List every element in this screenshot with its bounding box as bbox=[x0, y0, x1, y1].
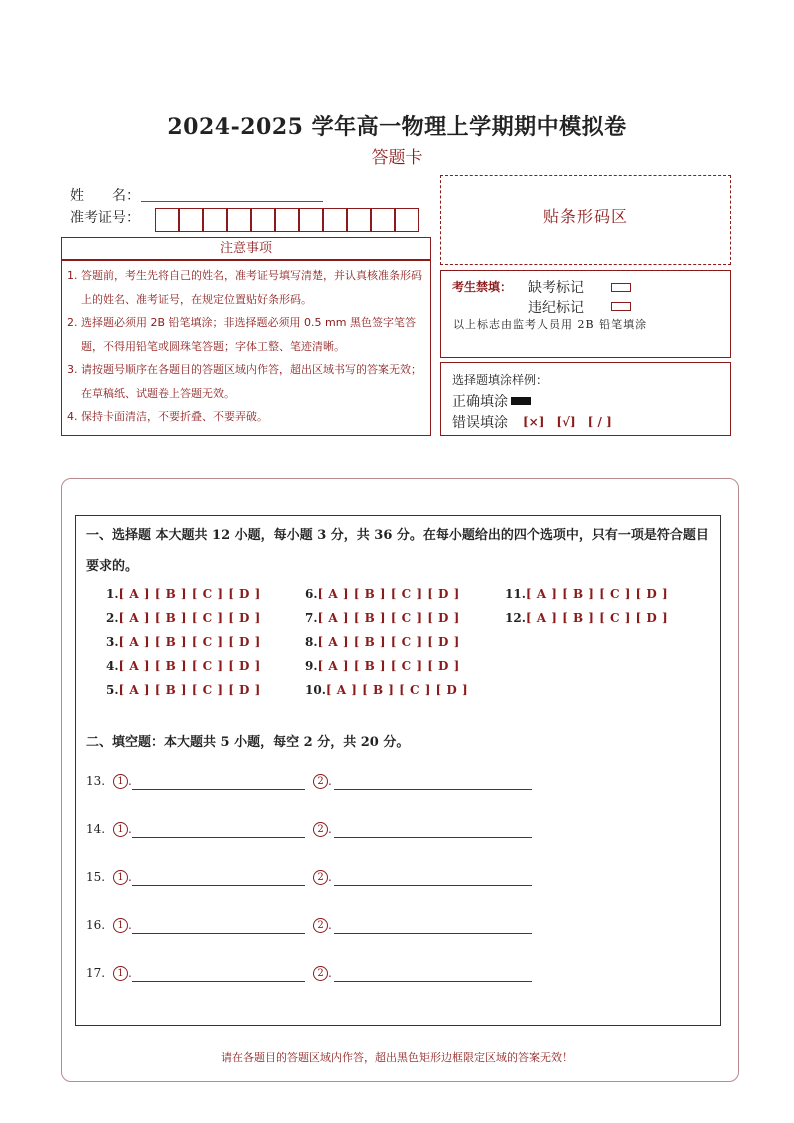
choice-question: 5.[ A ] [ B ] [ C ] [ D ] bbox=[106, 683, 261, 697]
answer-blank-1[interactable] bbox=[132, 789, 305, 790]
forbidden-note: 以上标志由监考人员用 2B 铅笔填涂 bbox=[453, 318, 648, 331]
question-number: 13. bbox=[86, 774, 106, 788]
wrong-marks: [×] [√] [ / ] bbox=[523, 415, 612, 429]
choice-question: 7.[ A ] [ B ] [ C ] [ D ] bbox=[305, 611, 460, 625]
sample-correct-label: 正确填涂 bbox=[452, 394, 508, 410]
question-number: 15. bbox=[86, 870, 106, 884]
id-digit-box[interactable] bbox=[251, 208, 275, 232]
blank-number-2: 2 bbox=[313, 918, 328, 933]
sample-title: 选择题填涂样例： bbox=[452, 373, 549, 387]
choice-question: 2.[ A ] [ B ] [ C ] [ D ] bbox=[106, 611, 261, 625]
question-number: 17. bbox=[86, 966, 106, 980]
choice-question: 1.[ A ] [ B ] [ C ] [ D ] bbox=[106, 587, 261, 601]
choice-question: 4.[ A ] [ B ] [ C ] [ D ] bbox=[106, 659, 261, 673]
answer-blank-1[interactable] bbox=[132, 933, 305, 934]
choice-question: 10.[ A ] [ B ] [ C ] [ D ] bbox=[305, 683, 468, 697]
section2-heading: 二、填空题：本大题共 5 小题，每空 2 分，共 20 分。 bbox=[86, 735, 410, 750]
footer-warning: 请在各题目的答题区域内作答，超出黑色矩形边框限定区域的答案无效！ bbox=[221, 1051, 573, 1064]
name-label: 姓 名： bbox=[70, 188, 140, 204]
answer-blank-2[interactable] bbox=[334, 789, 532, 790]
id-digit-box[interactable] bbox=[395, 208, 419, 232]
blank-number-1: 1 bbox=[113, 870, 128, 885]
id-digit-box[interactable] bbox=[179, 208, 203, 232]
forbidden-box bbox=[440, 270, 731, 358]
notice-item: 3. 请按题号顺序在各题目的答题区域内作答，超出区域书写的答案无效；在草稿纸、试题卷上答题无效。 bbox=[67, 363, 422, 400]
notice-title: 注意事项 bbox=[61, 237, 431, 260]
notice-box bbox=[61, 260, 431, 436]
id-digit-box[interactable] bbox=[371, 208, 395, 232]
choice-question: 6.[ A ] [ B ] [ C ] [ D ] bbox=[305, 587, 460, 601]
fill-in-question: 13. 1 . 2 . bbox=[86, 774, 536, 794]
id-digit-box[interactable] bbox=[323, 208, 347, 232]
id-digit-box[interactable] bbox=[227, 208, 251, 232]
notice-item: 4. 保持卡面清洁，不要折叠、不要弄破。 bbox=[67, 410, 268, 423]
answer-blank-1[interactable] bbox=[132, 837, 305, 838]
choice-question: 9.[ A ] [ B ] [ C ] [ D ] bbox=[305, 659, 460, 673]
absent-label: 缺考标记 bbox=[528, 280, 584, 296]
blank-number-2: 2 bbox=[313, 774, 328, 789]
barcode-area: 贴条形码区 bbox=[440, 175, 731, 265]
blank-number-2: 2 bbox=[313, 966, 328, 981]
question-number: 16. bbox=[86, 918, 106, 932]
id-digit-box[interactable] bbox=[299, 208, 323, 232]
blank-number-1: 1 bbox=[113, 966, 128, 981]
forbidden-label: 考生禁填： bbox=[452, 280, 513, 294]
id-digit-box[interactable] bbox=[347, 208, 371, 232]
answer-blank-1[interactable] bbox=[132, 885, 305, 886]
fill-in-question: 17. 1 . 2 . bbox=[86, 966, 536, 986]
violation-label: 违纪标记 bbox=[528, 300, 584, 316]
id-digit-box[interactable] bbox=[275, 208, 299, 232]
blank-number-1: 1 bbox=[113, 822, 128, 837]
blank-number-1: 1 bbox=[113, 918, 128, 933]
page-subtitle: 答题卡 bbox=[371, 148, 423, 168]
choice-question: 3.[ A ] [ B ] [ C ] [ D ] bbox=[106, 635, 261, 649]
violation-mark-box[interactable] bbox=[611, 302, 631, 311]
answer-blank-2[interactable] bbox=[334, 885, 532, 886]
id-digit-box[interactable] bbox=[155, 208, 179, 232]
page-title: 2024-2025 学年高一物理上学期期中模拟卷 bbox=[167, 114, 627, 140]
fill-in-question: 16. 1 . 2 . bbox=[86, 918, 536, 938]
notice-item: 2. 选择题必须用 2B 铅笔填涂；非选择题必须用 0.5 mm 黑色签字笔答题，不得用铅笔或圆珠笔答题；字体工整、笔迹清晰。 bbox=[67, 316, 416, 353]
blank-number-1: 1 bbox=[113, 774, 128, 789]
choice-question: 12.[ A ] [ B ] [ C ] [ D ] bbox=[505, 611, 668, 625]
filled-mark-sample bbox=[511, 397, 531, 405]
answer-blank-2[interactable] bbox=[334, 933, 532, 934]
blank-number-2: 2 bbox=[313, 870, 328, 885]
answer-blank-2[interactable] bbox=[334, 837, 532, 838]
absent-mark-box[interactable] bbox=[611, 283, 631, 292]
choice-question: 8.[ A ] [ B ] [ C ] [ D ] bbox=[305, 635, 460, 649]
notice-item: 1. 答题前，考生先将自己的姓名，准考证号填写清楚，并认真核准条形码上的姓名、准考证号，在规定位置贴好条形码。 bbox=[67, 269, 422, 306]
section1-heading: 一、选择题 本大题共 12 小题，每小题 3 分，共 36 分。在每小题给出的四个选项中，只有一项是符合题目要求的。 bbox=[86, 528, 709, 574]
answer-blank-1[interactable] bbox=[132, 981, 305, 982]
answer-blank-2[interactable] bbox=[334, 981, 532, 982]
name-field[interactable] bbox=[141, 201, 323, 202]
blank-number-2: 2 bbox=[313, 822, 328, 837]
fill-in-question: 14. 1 . 2 . bbox=[86, 822, 536, 842]
question-number: 14. bbox=[86, 822, 106, 836]
sample-box bbox=[440, 362, 731, 436]
choice-question: 11.[ A ] [ B ] [ C ] [ D ] bbox=[505, 587, 668, 601]
fill-in-question: 15. 1 . 2 . bbox=[86, 870, 536, 890]
id-digit-box[interactable] bbox=[203, 208, 227, 232]
sample-wrong-label: 错误填涂 bbox=[452, 415, 508, 431]
id-label: 准考证号： bbox=[70, 210, 140, 226]
